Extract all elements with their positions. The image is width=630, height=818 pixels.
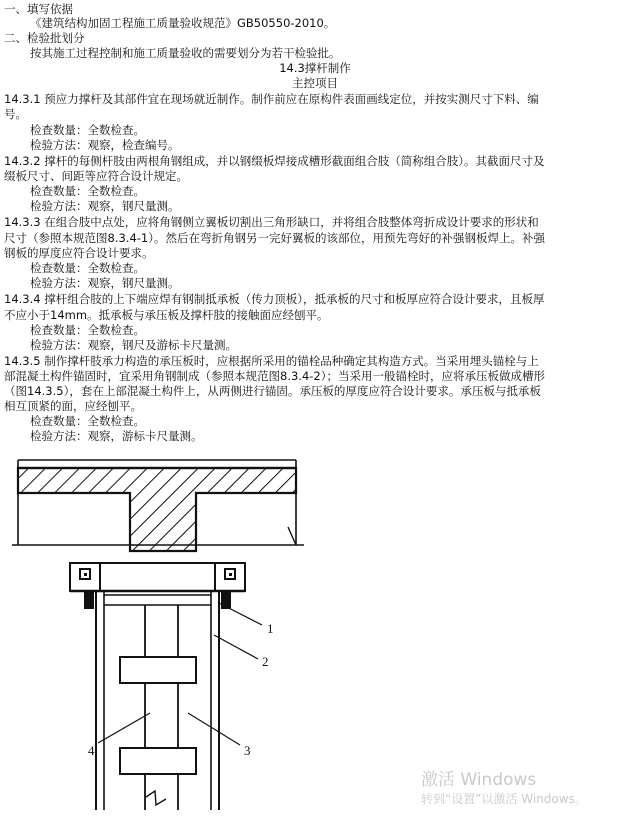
text-line: 不应小于14mm。抵承板与承压板及撑杆肢的接触面应经刨平。: [4, 308, 329, 322]
text-line: 检查数量：全数检查。: [30, 261, 145, 275]
text-line: 相互顶紧的面，应经刨平。: [4, 399, 142, 413]
text-line: 检验方法：观察，游标卡尺量测。: [30, 429, 203, 443]
anchor-bolts: [84, 591, 231, 609]
text-line: 检验方法：观察，钢尺量测。: [30, 199, 180, 213]
clause-subtitle: 主控项目: [292, 76, 338, 90]
section-heading: 二、检验批划分: [4, 31, 85, 45]
channel-plate: [70, 563, 245, 591]
strut-limbs: [96, 591, 219, 810]
label-1: 1: [267, 621, 274, 636]
text-line: 《建筑结构加固工程施工质量验收规范》GB50550-2010。: [30, 16, 336, 30]
label-3: 3: [244, 743, 251, 758]
text-line: 部混凝土构件锚固时，宜采用角钢制成（参照本规范图8.3.4-2）；当采用一般锚栓时，应将承压板做成槽形: [4, 369, 545, 383]
clause-title: 14.3撑杆制作: [279, 61, 351, 75]
text-line: 14.3.4 撑杆组合肢的上下端应焊有钢制抵承板（传力顶板），抵承板的尺寸和板厚应符合设计要求，且板厚: [4, 292, 545, 306]
text-line: 钢板的厚度应符合设计要求。: [4, 246, 154, 260]
text-line: 检验方法：观察，检查编号。: [30, 138, 180, 152]
label-4: 4: [88, 743, 95, 758]
text-line: 检查数量：全数检查。: [30, 123, 145, 137]
text-line: 14.3.3 在组合肢中点处，应将角钢侧立翼板切割出三角形缺口，并将组合肢整体弯折成设计要求的形状和: [4, 215, 539, 229]
text-line: 14.3.2 撑杆的每侧杆肢由两根角钢组成，并以钢缀板焊接成槽形截面组合肢（简称组合肢）。其截面尺寸及: [4, 154, 545, 168]
text-line: （图14.3.5），套在上部混凝土构件上，从两侧进行锚固。承压板的厚度应符合设计要求。承压板与抵承板: [4, 384, 541, 398]
text-line: 14.3.1 预应力撑杆及其部件宜在现场就近制作。制作前应在原构件表面画线定位，并按实测尺寸下料、编: [4, 92, 539, 106]
text-line: 按其施工过程控制和施工质量验收的需要划分为若干检验批。: [30, 46, 341, 60]
figure-pressure-plate-diagram: [0, 445, 310, 810]
text-line: 缀板尺寸、间距等应符合设计规定。: [4, 169, 188, 183]
text-line: 检验方法：观察，钢尺及游标卡尺量测。: [30, 338, 237, 352]
label-2: 2: [262, 654, 269, 669]
text-line: 号。: [4, 107, 27, 121]
activation-watermark-subtitle: 转到“设置”以激活 Windows。: [421, 792, 587, 806]
text-line: 检查数量：全数检查。: [30, 323, 145, 337]
text-line: 14.3.5 制作撑杆肢承力构造的承压板时，应根据所采用的锚栓品种确定其构造方式。当采用埋头锚栓与上: [4, 354, 539, 368]
concrete-beam: [12, 460, 304, 551]
text-line: 尺寸（参照本规范图8.3.4-1）。然后在弯折角钢另一完好翼板的该部位，用预先弯好的补强钢板焊上。补强: [4, 231, 545, 245]
section-heading: 一、填写依据: [4, 2, 73, 16]
break-line: [146, 791, 166, 805]
activation-watermark-title: 激活 Windows: [421, 770, 537, 790]
text-line: 检验方法：观察，钢尺量测。: [30, 276, 180, 290]
text-line: 检查数量：全数检查。: [30, 184, 145, 198]
batten-plates: [120, 657, 196, 774]
text-line: 检查数量：全数检查。: [30, 414, 145, 428]
